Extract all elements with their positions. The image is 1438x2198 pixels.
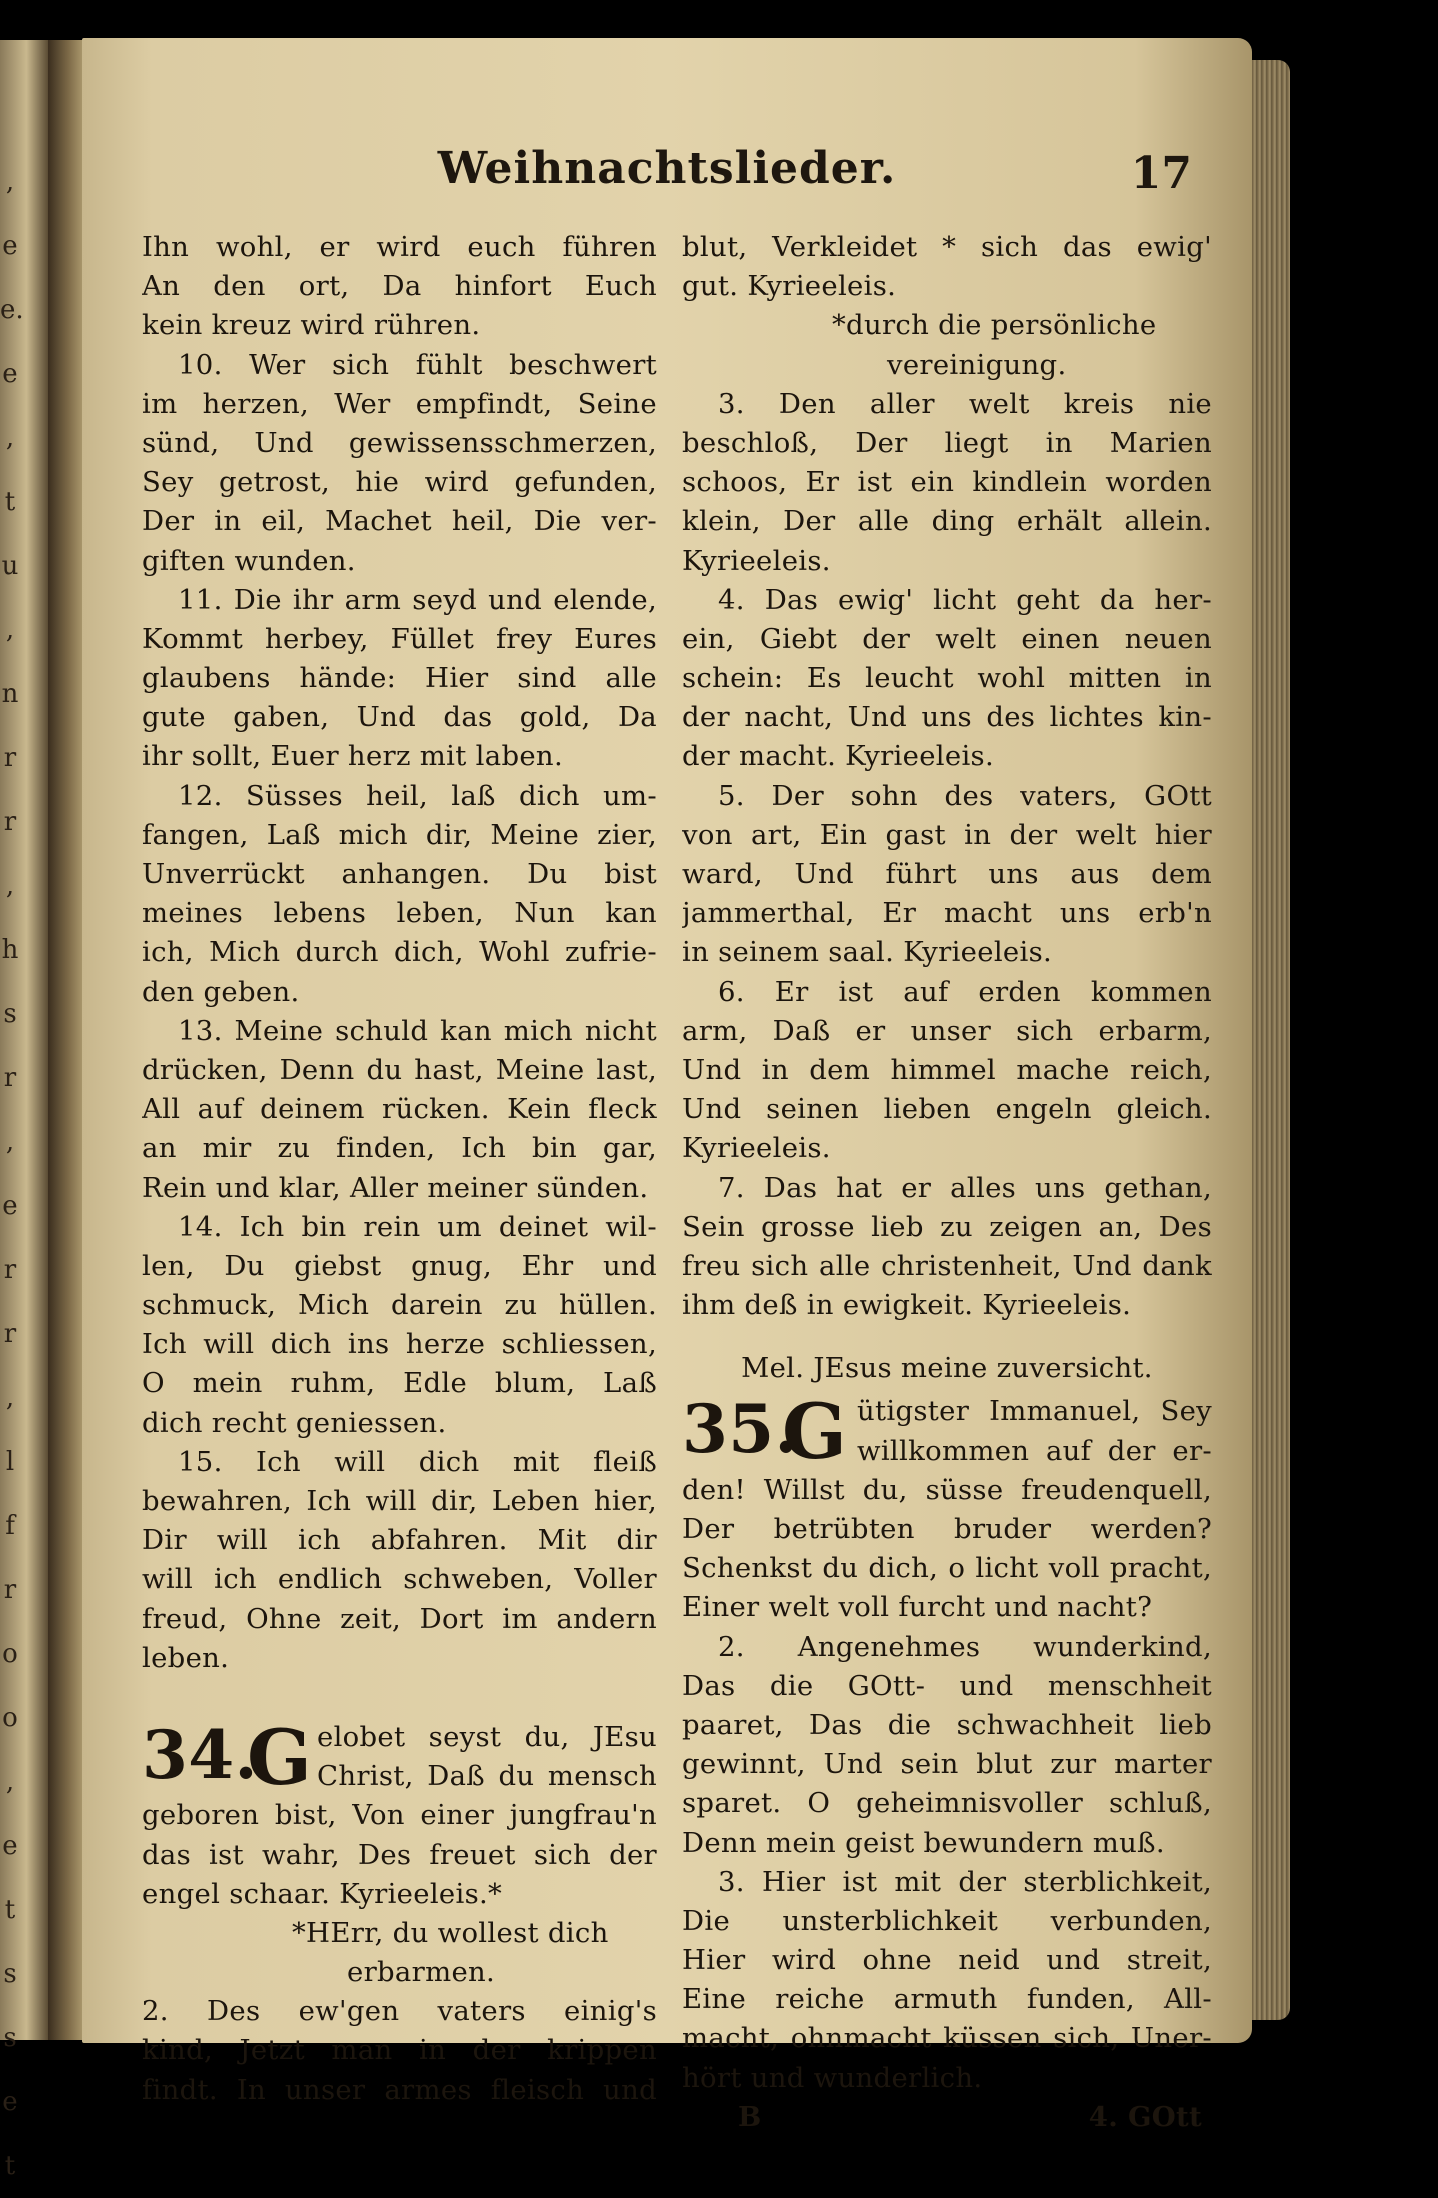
text-line: 11. Die ihr arm seyd und elende,	[178, 583, 657, 616]
text-line: len, Du giebst gnug, Ehr und	[142, 1249, 657, 1282]
text-line: ihm deß in ewigkeit. Kyrieeleis.	[682, 1289, 1132, 1322]
margin-mark: f	[5, 1511, 15, 1541]
text-line: fangen, Laß mich dir, Meine zier,	[142, 818, 657, 851]
margin-mark: n	[1, 679, 19, 709]
margin-mark: t	[4, 487, 16, 517]
text-line: glaubens hände: Hier sind alle	[142, 662, 657, 695]
margin-mark: e.	[0, 295, 24, 325]
text-line: Kyrieeleis.	[682, 544, 831, 577]
margin-mark: s	[3, 999, 17, 1029]
text-line: gute gaben, Und das gold, Da	[142, 701, 657, 734]
drop-cap: G	[782, 1387, 848, 1477]
text-line: Kyrieeleis.	[682, 1132, 831, 1165]
text-line: Einer welt voll furcht und nacht?	[682, 1591, 1153, 1624]
page-number: 17	[1130, 148, 1192, 199]
margin-mark: s	[3, 2023, 17, 2053]
text-line: 5. Der sohn des vaters, GOtt	[718, 779, 1212, 812]
margin-mark: e	[2, 359, 18, 389]
text-line: will ich endlich schweben, Voller	[142, 1563, 657, 1596]
book-gutter	[48, 40, 82, 2040]
hymn-35	[682, 1387, 1212, 2136]
footnote-line: erbarmen.	[347, 1956, 496, 1989]
margin-mark: e	[2, 1831, 18, 1861]
footnote-line: *HErr, du wollest dich	[292, 1916, 609, 1949]
margin-mark: r	[3, 807, 17, 837]
margin-mark: ,	[5, 423, 15, 453]
text-line: jammerthal, Er macht uns erb'n	[682, 897, 1212, 930]
text-line: ein, Giebt der welt einen neuen	[682, 622, 1212, 655]
text-line: 10. Wer sich fühlt beschwert	[178, 348, 657, 381]
margin-mark: o	[2, 1639, 18, 1669]
text-line: Ich will dich ins herze schliessen,	[142, 1328, 657, 1361]
text-line: den! Willst du, süsse freudenquell,	[682, 1473, 1212, 1506]
margin-mark: l	[5, 1447, 15, 1477]
text-line: All auf deinem rücken. Kein fleck	[142, 1093, 657, 1126]
text-line: Kommt herbey, Füllet frey Eures	[142, 622, 657, 655]
text-line: Sein grosse lieb zu zeigen an, Des	[682, 1210, 1212, 1243]
text-line: gut. Kyrieeleis.	[682, 270, 897, 303]
hymn-first-line: Christ, Daß du mensch	[317, 1760, 657, 1793]
text-line: Das die GOtt- und menschheit	[682, 1669, 1212, 1702]
hymn-35-lines	[682, 1471, 1212, 2098]
text-line: 14. Ich bin rein um deinet wil-	[178, 1210, 657, 1243]
text-line: der macht. Kyrieeleis.	[682, 740, 995, 773]
margin-mark: ,	[5, 1767, 15, 1797]
text-line: 6. Er ist auf erden kommen	[718, 975, 1212, 1008]
text-line: 12. Süsses heil, laß dich um-	[178, 779, 657, 812]
footnote-line: *durch die persönliche	[832, 309, 1157, 342]
page-edges	[1252, 60, 1290, 2020]
text-line: den geben.	[142, 975, 300, 1008]
text-line: 3. Hier ist mit der sterblichkeit,	[718, 1865, 1212, 1898]
text-line: gewinnt, Und sein blut zur marter	[682, 1748, 1212, 1781]
right-column	[682, 228, 1212, 2137]
hymn-first-line: ütigster Immanuel, Sey	[857, 1395, 1212, 1428]
text-line: leben.	[142, 1641, 230, 1674]
margin-mark: u	[1, 551, 19, 581]
text-line: Sey getrost, hie wird gefunden,	[142, 466, 657, 499]
margin-mark: s	[3, 1959, 17, 1989]
hymn-line: kind, Jetzt man in der krippen	[142, 2034, 657, 2067]
text-line: Denn mein geist bewundern muß.	[682, 1826, 1165, 1859]
running-title: Weihnachtslieder.	[437, 143, 897, 194]
margin-mark: ,	[5, 1127, 15, 1157]
text-line: schoos, Er ist ein kindlein worden	[682, 466, 1212, 499]
text-line: freu sich alle christenheit, Und dank	[682, 1249, 1212, 1282]
margin-mark: t	[4, 1895, 16, 1925]
text-line: in seinem saal. Kyrieeleis.	[682, 936, 1053, 969]
left-margin-marks	[0, 150, 24, 2181]
text-line: Ihn wohl, er wird euch führen	[142, 231, 657, 263]
text-line: Rein und klar, Aller meiner sünden.	[142, 1171, 649, 1204]
text-line: giften wunden.	[142, 544, 356, 577]
right-column-lines	[682, 385, 1212, 1326]
text-line: von art, Ein gast in der welt hier	[682, 818, 1212, 851]
text-line: 7. Das hat er alles uns gethan,	[718, 1171, 1212, 1204]
text-line: sünd, Und gewissensschmerzen,	[142, 426, 657, 459]
text-line: ich, Mich durch dich, Wohl zufrie-	[142, 936, 657, 969]
text-line: dich recht geniessen.	[142, 1406, 447, 1439]
text-line: paaret, Das die schwachheit lieb	[682, 1708, 1212, 1741]
margin-mark: r	[3, 1319, 17, 1349]
text-line: Und in dem himmel mache reich,	[682, 1053, 1212, 1086]
margin-mark: e	[2, 231, 18, 261]
hymn-line: 2. Des ew'gen vaters einig's	[142, 1995, 657, 2028]
text-line: beschloß, Der liegt in Marien	[682, 426, 1212, 459]
hymn-line: engel schaar. Kyrieeleis.*	[142, 1877, 503, 1910]
hymn-number: 35.	[682, 1390, 798, 1469]
catchword: 4. GOtt	[1088, 2100, 1202, 2133]
text-line: freud, Ohne zeit, Dort im andern	[142, 1602, 657, 1635]
text-line: arm, Daß er unser sich erbarm,	[682, 1014, 1212, 1047]
footnote-line: vereinigung.	[887, 348, 1067, 381]
hymn-line: findt. In unser armes fleisch und	[142, 2073, 657, 2106]
text-line: drücken, Denn du hast, Meine last,	[142, 1053, 657, 1086]
margin-mark: r	[3, 1575, 17, 1605]
text-line: Unverrückt anhangen. Du bist	[142, 858, 657, 890]
text-line: der nacht, Und uns des lichtes kin-	[682, 701, 1212, 734]
text-line: schmuck, Mich darein zu hüllen.	[142, 1289, 657, 1322]
text-line: bewahren, Ich will dir, Leben hier,	[142, 1485, 657, 1517]
signature-mark: B	[738, 2100, 762, 2133]
text-line: 13. Meine schuld kan mich nicht	[178, 1014, 657, 1047]
text-line: An den ort, Da hinfort Euch	[142, 270, 657, 303]
margin-mark: ,	[5, 615, 15, 645]
left-column	[142, 228, 657, 2110]
text-line: Der betrübten bruder werden?	[682, 1513, 1212, 1545]
text-line: O mein ruhm, Edle blum, Laß	[142, 1367, 657, 1400]
hymn-line: geboren bist, Von einer jungfrau'n	[142, 1799, 657, 1832]
text-line: sparet. O geheimnisvoller schluß,	[682, 1787, 1212, 1820]
margin-mark: e	[2, 1191, 18, 1221]
text-line: 2. Angenehmes wunderkind,	[718, 1630, 1212, 1663]
margin-mark: ,	[5, 167, 15, 197]
spacer	[142, 1678, 657, 1718]
spacer	[682, 1325, 1212, 1349]
text-line: ward, Und führt uns aus dem	[682, 858, 1212, 890]
margin-mark: r	[3, 1255, 17, 1285]
text-line: Und seinen lieben engeln gleich.	[682, 1093, 1212, 1126]
text-line: klein, Der alle ding erhält allein.	[682, 505, 1212, 538]
margin-mark: o	[2, 1703, 18, 1733]
text-line: Dir will ich abfahren. Mit dir	[142, 1524, 657, 1557]
text-line: hört und wunderlich.	[682, 2061, 983, 2094]
text-line: macht, ohnmacht küssen sich, Uner-	[682, 2022, 1212, 2055]
hymn-line: das ist wahr, Des freuet sich der	[142, 1838, 657, 1871]
text-line: schein: Es leucht wohl mitten in	[682, 662, 1212, 695]
text-line: an mir zu finden, Ich bin gar,	[142, 1132, 657, 1165]
margin-mark: t	[4, 2151, 16, 2181]
text-line: kein kreuz wird rühren.	[142, 309, 481, 342]
margin-mark: ,	[5, 1383, 15, 1413]
text-line: blut, Verkleidet * sich das ewig'	[682, 231, 1212, 263]
hymn-34	[142, 1712, 657, 2110]
text-line: 3. Den aller welt kreis nie	[718, 387, 1212, 420]
text-line: Der in eil, Machet heil, Die ver-	[142, 505, 657, 538]
margin-mark: e	[2, 2087, 18, 2117]
book-page	[82, 38, 1252, 2133]
margin-mark: ,	[5, 871, 15, 901]
drop-cap: G	[247, 1712, 313, 1802]
text-line: Hier wird ohne neid und streit,	[682, 1944, 1212, 1977]
text-line: meines lebens leben, Nun kan	[142, 897, 657, 930]
text-line: im herzen, Wer empfindt, Seine	[142, 387, 657, 420]
text-line: 15. Ich will dich mit fleiß	[178, 1445, 657, 1478]
hymn-first-line: elobet seyst du, JEsu	[317, 1720, 657, 1753]
margin-mark: h	[1, 935, 19, 965]
text-line: Eine reiche armuth funden, All-	[682, 1983, 1212, 2016]
left-column-lines	[142, 228, 657, 1678]
hymn-number: 34.	[142, 1715, 258, 1794]
hymn-first-line: willkommen auf der er-	[857, 1434, 1212, 1467]
text-line: ihr sollt, Euer herz mit laben.	[142, 740, 563, 773]
page-foot	[682, 2098, 1212, 2137]
margin-mark: r	[3, 1063, 17, 1093]
text-line: Die unsterblichkeit verbunden,	[682, 1904, 1212, 1937]
text-line: 4. Das ewig' licht geht da her-	[718, 583, 1212, 616]
melody-line: Mel. JEsus meine zuversicht.	[741, 1352, 1153, 1385]
margin-mark: r	[3, 743, 17, 773]
text-line: Schenkst du dich, o licht voll pracht,	[682, 1552, 1212, 1585]
